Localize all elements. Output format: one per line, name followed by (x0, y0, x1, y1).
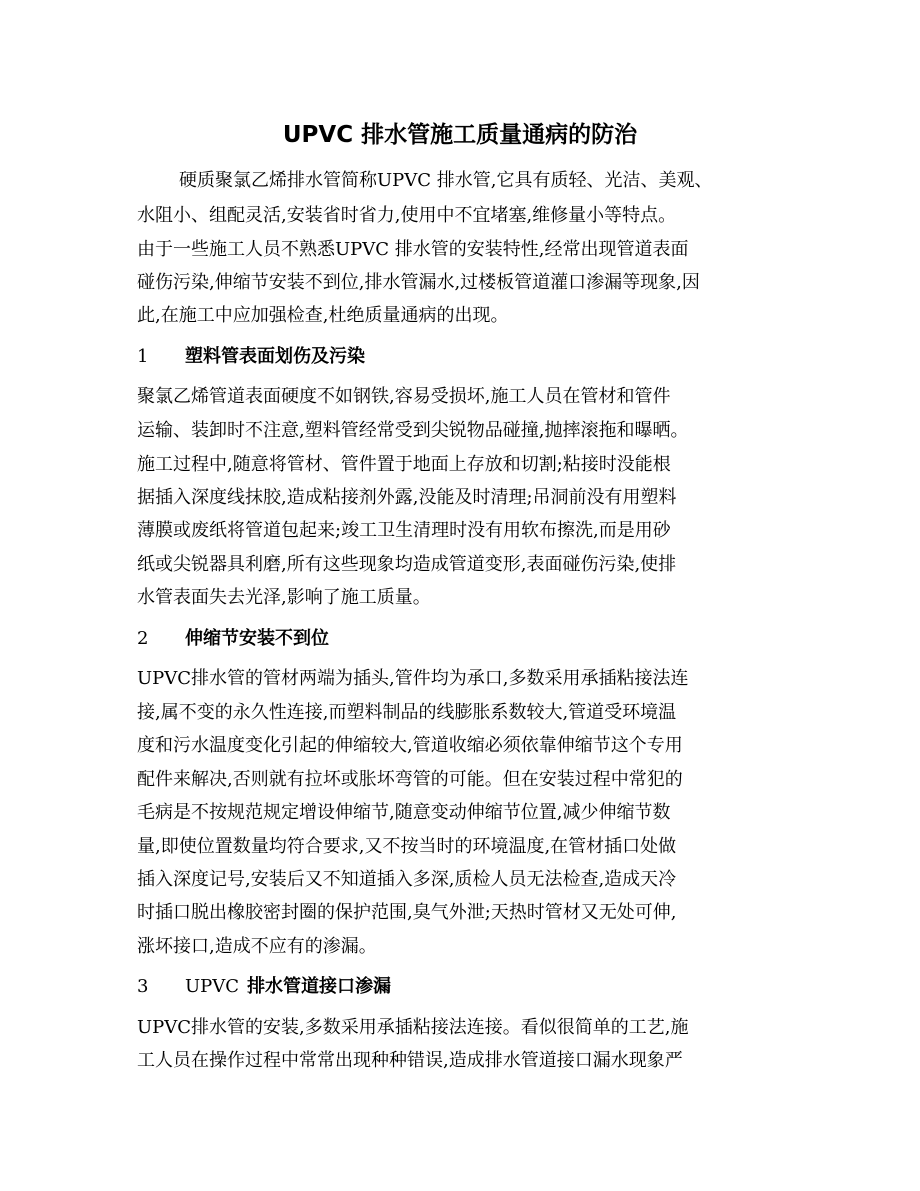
section-title: 伸缩节安装不到位 (185, 628, 329, 649)
paragraph-line: 配件来解决,否则就有拉坏或胀坏弯管的可能。但在安装过程中常犯的 (137, 769, 683, 790)
paragraph-line: UPVC排水管的安装,多数采用承插粘接法连接。看似很简单的工艺,施 (137, 1017, 689, 1038)
paragraph-line: 此,在施工中应加强检查,杜绝质量通病的出现。 (137, 305, 509, 326)
paragraph-line: 运输、装卸时不注意,塑料管经常受到尖锐物品碰撞,抛摔滚拖和曝晒。 (137, 420, 689, 441)
paragraph-line: 时插口脱出橡胶密封圈的保护范围,臭气外泄;天热时管材又无处可伸, (137, 902, 677, 923)
section-number: 1 (137, 346, 149, 367)
paragraph-line: 据插入深度线抹胶,造成粘接剂外露,没能及时清理;吊洞前没有用塑料 (137, 487, 677, 508)
paragraph-line: 碰伤污染,伸缩节安装不到位,排水管漏水,过楼板管道灌口渗漏等现象,因 (137, 272, 700, 293)
paragraph-line: 聚氯乙烯管道表面硬度不如钢铁,容易受损坏,施工人员在管材和管件 (137, 386, 671, 407)
paragraph-line: 水管表面失去光泽,影响了施工质量。 (137, 587, 431, 608)
section-title: 塑料管表面划伤及污染 (185, 346, 365, 367)
paragraph-line: 毛病是不按规范规定增设伸缩节,随意变动伸缩节位置,减少伸缩节数 (137, 802, 671, 823)
paragraph-line: 由于一些施工人员不熟悉UPVC 排水管的安装特性,经常出现管道表面 (137, 239, 689, 260)
paragraph-line: 硬质聚氯乙烯排水管简称UPVC 排水管,它具有质轻、光洁、美观、 (179, 170, 713, 191)
paragraph-line: 度和污水温度变化引起的伸缩较大,管道收缩必须依靠伸缩节这个专用 (137, 735, 683, 756)
paragraph-line: 水阻小、组配灵活,安装省时省力,使用中不宜堵塞,维修量小等特点。 (137, 205, 677, 226)
paragraph-line: 插入深度记号,安装后又不知道插入多深,质检人员无法检查,造成天冷 (137, 869, 677, 890)
section-number: 3 (137, 976, 149, 997)
paragraph-line: 量,即使位置数量均符合要求,又不按当时的环境温度,在管材插口处做 (137, 836, 677, 857)
paragraph-line: 接,属不变的永久性连接,而塑料制品的线膨胀系数较大,管道受环境温 (137, 702, 677, 723)
section-title: 排水管道接口渗漏 (247, 976, 392, 997)
document-title: UPVC 排水管施工质量通病的防治 (282, 122, 638, 148)
paragraph-line: 涨坏接口,造成不应有的渗漏。 (137, 936, 377, 957)
paragraph-line: 纸或尖锐器具利磨,所有这些现象均造成管道变形,表面碰伤污染,使排 (137, 554, 677, 575)
paragraph-line: 施工过程中,随意将管材、管件置于地面上存放和切割;粘接时没能根 (137, 454, 671, 475)
section-heading-3 (137, 973, 391, 1001)
paragraph-line: 工人员在操作过程中常常出现种种错误,造成排水管道接口漏水现象严 (137, 1050, 683, 1071)
section-title-prefix: UPVC (185, 976, 240, 997)
section-heading-2 (137, 625, 329, 653)
paragraph-line: UPVC排水管的管材两端为插头,管件均为承口,多数采用承插粘接法连 (137, 668, 689, 689)
section-number: 2 (137, 628, 149, 649)
section-heading-1 (137, 343, 365, 371)
paragraph-line: 薄膜或废纸将管道包起来;竣工卫生清理时没有用软布擦洗,而是用砂 (137, 520, 671, 541)
